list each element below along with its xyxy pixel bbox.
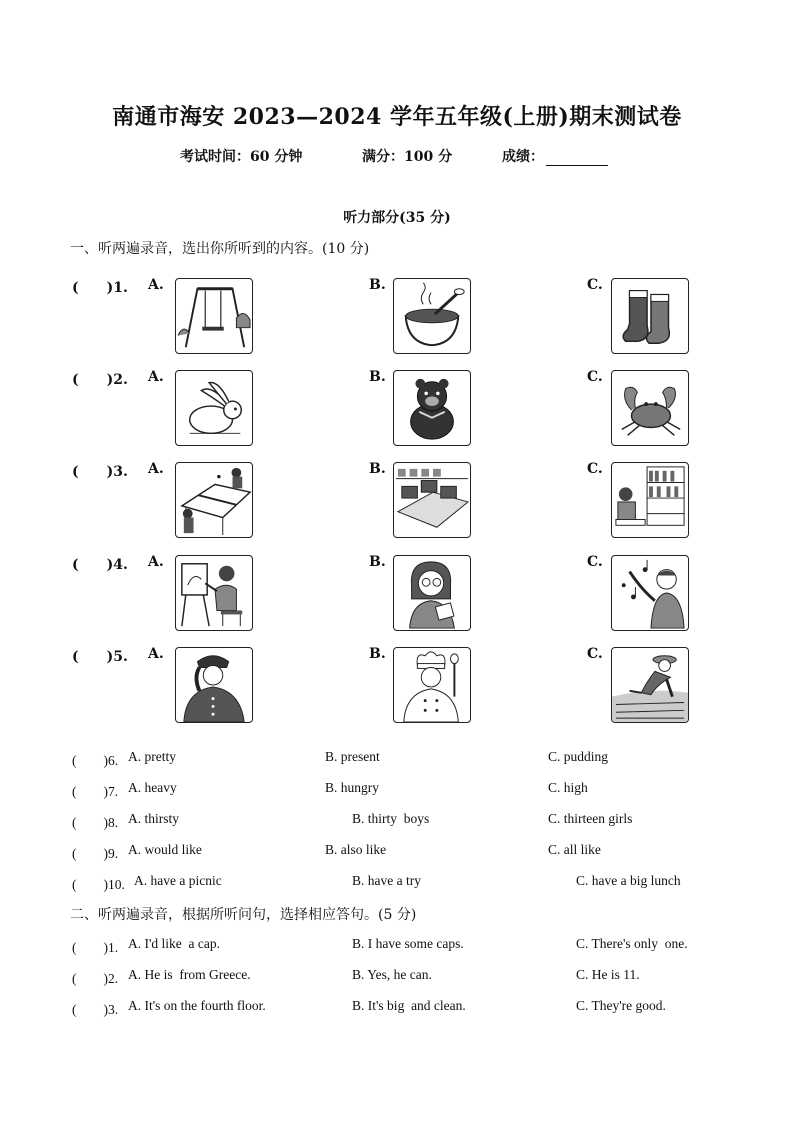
q7-option-c[interactable]: C. high xyxy=(548,780,588,795)
q3-number: ( )3. xyxy=(72,464,128,480)
s2-q1-option-c[interactable]: C. There's only one. xyxy=(576,936,688,951)
s2-q3-option-b[interactable]: B. It's big and clean. xyxy=(352,998,466,1013)
q3-option-a-label: A. xyxy=(148,461,164,477)
q9-option-b[interactable]: B. also like xyxy=(325,842,387,857)
q8-option-c[interactable]: C. thirteen girls xyxy=(548,811,633,826)
q2-option-b-label: B. xyxy=(369,369,386,385)
s2-q2-number: ( )2. xyxy=(72,971,119,986)
s2-q1-number: ( )1. xyxy=(72,940,119,955)
swing-icon[interactable] xyxy=(175,278,253,354)
full-score: 满分：100 分 xyxy=(362,149,453,165)
s2-q3-number: ( )3. xyxy=(72,1002,119,1017)
farmer-icon[interactable] xyxy=(611,647,689,723)
q10-option-b[interactable]: B. have a try xyxy=(352,873,421,888)
q6-option-a[interactable]: A. pretty xyxy=(128,749,176,764)
computer-room-icon[interactable] xyxy=(393,462,471,538)
q6-option-c[interactable]: C. pudding xyxy=(548,749,609,764)
s2-q2-option-b[interactable]: B. Yes, he can. xyxy=(352,967,432,982)
q8-option-a[interactable]: A. thirsty xyxy=(128,811,180,826)
q2-number: ( )2. xyxy=(72,372,128,388)
q2-option-c-label: C. xyxy=(587,369,603,385)
q1-option-a-label: A. xyxy=(148,277,164,293)
rabbit-icon[interactable] xyxy=(175,370,253,446)
q7-number: ( )7. xyxy=(72,784,119,799)
crab-icon[interactable] xyxy=(611,370,689,446)
q9-number: ( )9. xyxy=(72,846,119,861)
s2-q3-option-c[interactable]: C. They're good. xyxy=(576,998,666,1013)
police-officer-icon[interactable] xyxy=(175,647,253,723)
cook-icon[interactable] xyxy=(393,647,471,723)
q7-option-a[interactable]: A. heavy xyxy=(128,780,177,795)
s2-q1-option-a[interactable]: A. I'd like a cap. xyxy=(128,936,221,951)
soup-bowl-icon[interactable] xyxy=(393,278,471,354)
q1-number: ( )1. xyxy=(72,280,128,296)
q7-option-b[interactable]: B. hungry xyxy=(325,780,379,795)
section1-title: 一、听两遍录音，选出你所听到的内容。(10 分) xyxy=(70,241,370,257)
q4-option-a-label: A. xyxy=(148,554,164,570)
library-icon[interactable] xyxy=(611,462,689,538)
q3-option-c-label: C. xyxy=(587,461,603,477)
q4-option-b-label: B. xyxy=(369,554,386,570)
q5-option-b-label: B. xyxy=(369,646,386,662)
q10-option-c[interactable]: C. have a big lunch xyxy=(576,873,681,888)
q4-number: ( )4. xyxy=(72,557,128,573)
q9-option-a[interactable]: A. would like xyxy=(128,842,202,857)
q1-option-c-label: C. xyxy=(587,277,603,293)
q8-option-b[interactable]: B. thirty boys xyxy=(352,811,430,826)
grade-label: 成绩： xyxy=(502,149,544,165)
q2-option-a-label: A. xyxy=(148,369,164,385)
page-title: 南通市海安 2023—2024 学年五年级(上册)期末测试卷 xyxy=(112,104,682,130)
q5-option-c-label: C. xyxy=(587,646,603,662)
exam-time: 考试时间：60 分钟 xyxy=(180,149,303,165)
bear-icon[interactable] xyxy=(393,370,471,446)
listening-part-title: 听力部分(35 分) xyxy=(343,210,451,226)
singing-boy-icon[interactable] xyxy=(611,555,689,631)
q9-option-c[interactable]: C. all like xyxy=(548,842,601,857)
q4-option-c-label: C. xyxy=(587,554,603,570)
q6-option-b[interactable]: B. present xyxy=(325,749,380,764)
grade-blank[interactable] xyxy=(546,151,608,166)
q5-option-a-label: A. xyxy=(148,646,164,662)
q5-number: ( )5. xyxy=(72,649,128,665)
section2-title: 二、听两遍录音，根据所听问句，选择相应答句。(5 分) xyxy=(70,907,417,923)
s2-q2-option-c[interactable]: C. He is 11. xyxy=(576,967,640,982)
q10-number: ( )10. xyxy=(72,877,125,892)
s2-q2-option-a[interactable]: A. He is from Greece. xyxy=(128,967,251,982)
q1-option-b-label: B. xyxy=(369,277,386,293)
s2-q3-option-a[interactable]: A. It's on the fourth floor. xyxy=(128,998,266,1013)
grade-field xyxy=(502,146,608,166)
q3-option-b-label: B. xyxy=(369,461,386,477)
ping-pong-icon[interactable] xyxy=(175,462,253,538)
reading-woman-icon[interactable] xyxy=(393,555,471,631)
s2-q1-option-b[interactable]: B. I have some caps. xyxy=(352,936,464,951)
q10-option-a[interactable]: A. have a picnic xyxy=(134,873,222,888)
q8-number: ( )8. xyxy=(72,815,119,830)
socks-icon[interactable] xyxy=(611,278,689,354)
q6-number: ( )6. xyxy=(72,753,119,768)
drawing-girl-icon[interactable] xyxy=(175,555,253,631)
